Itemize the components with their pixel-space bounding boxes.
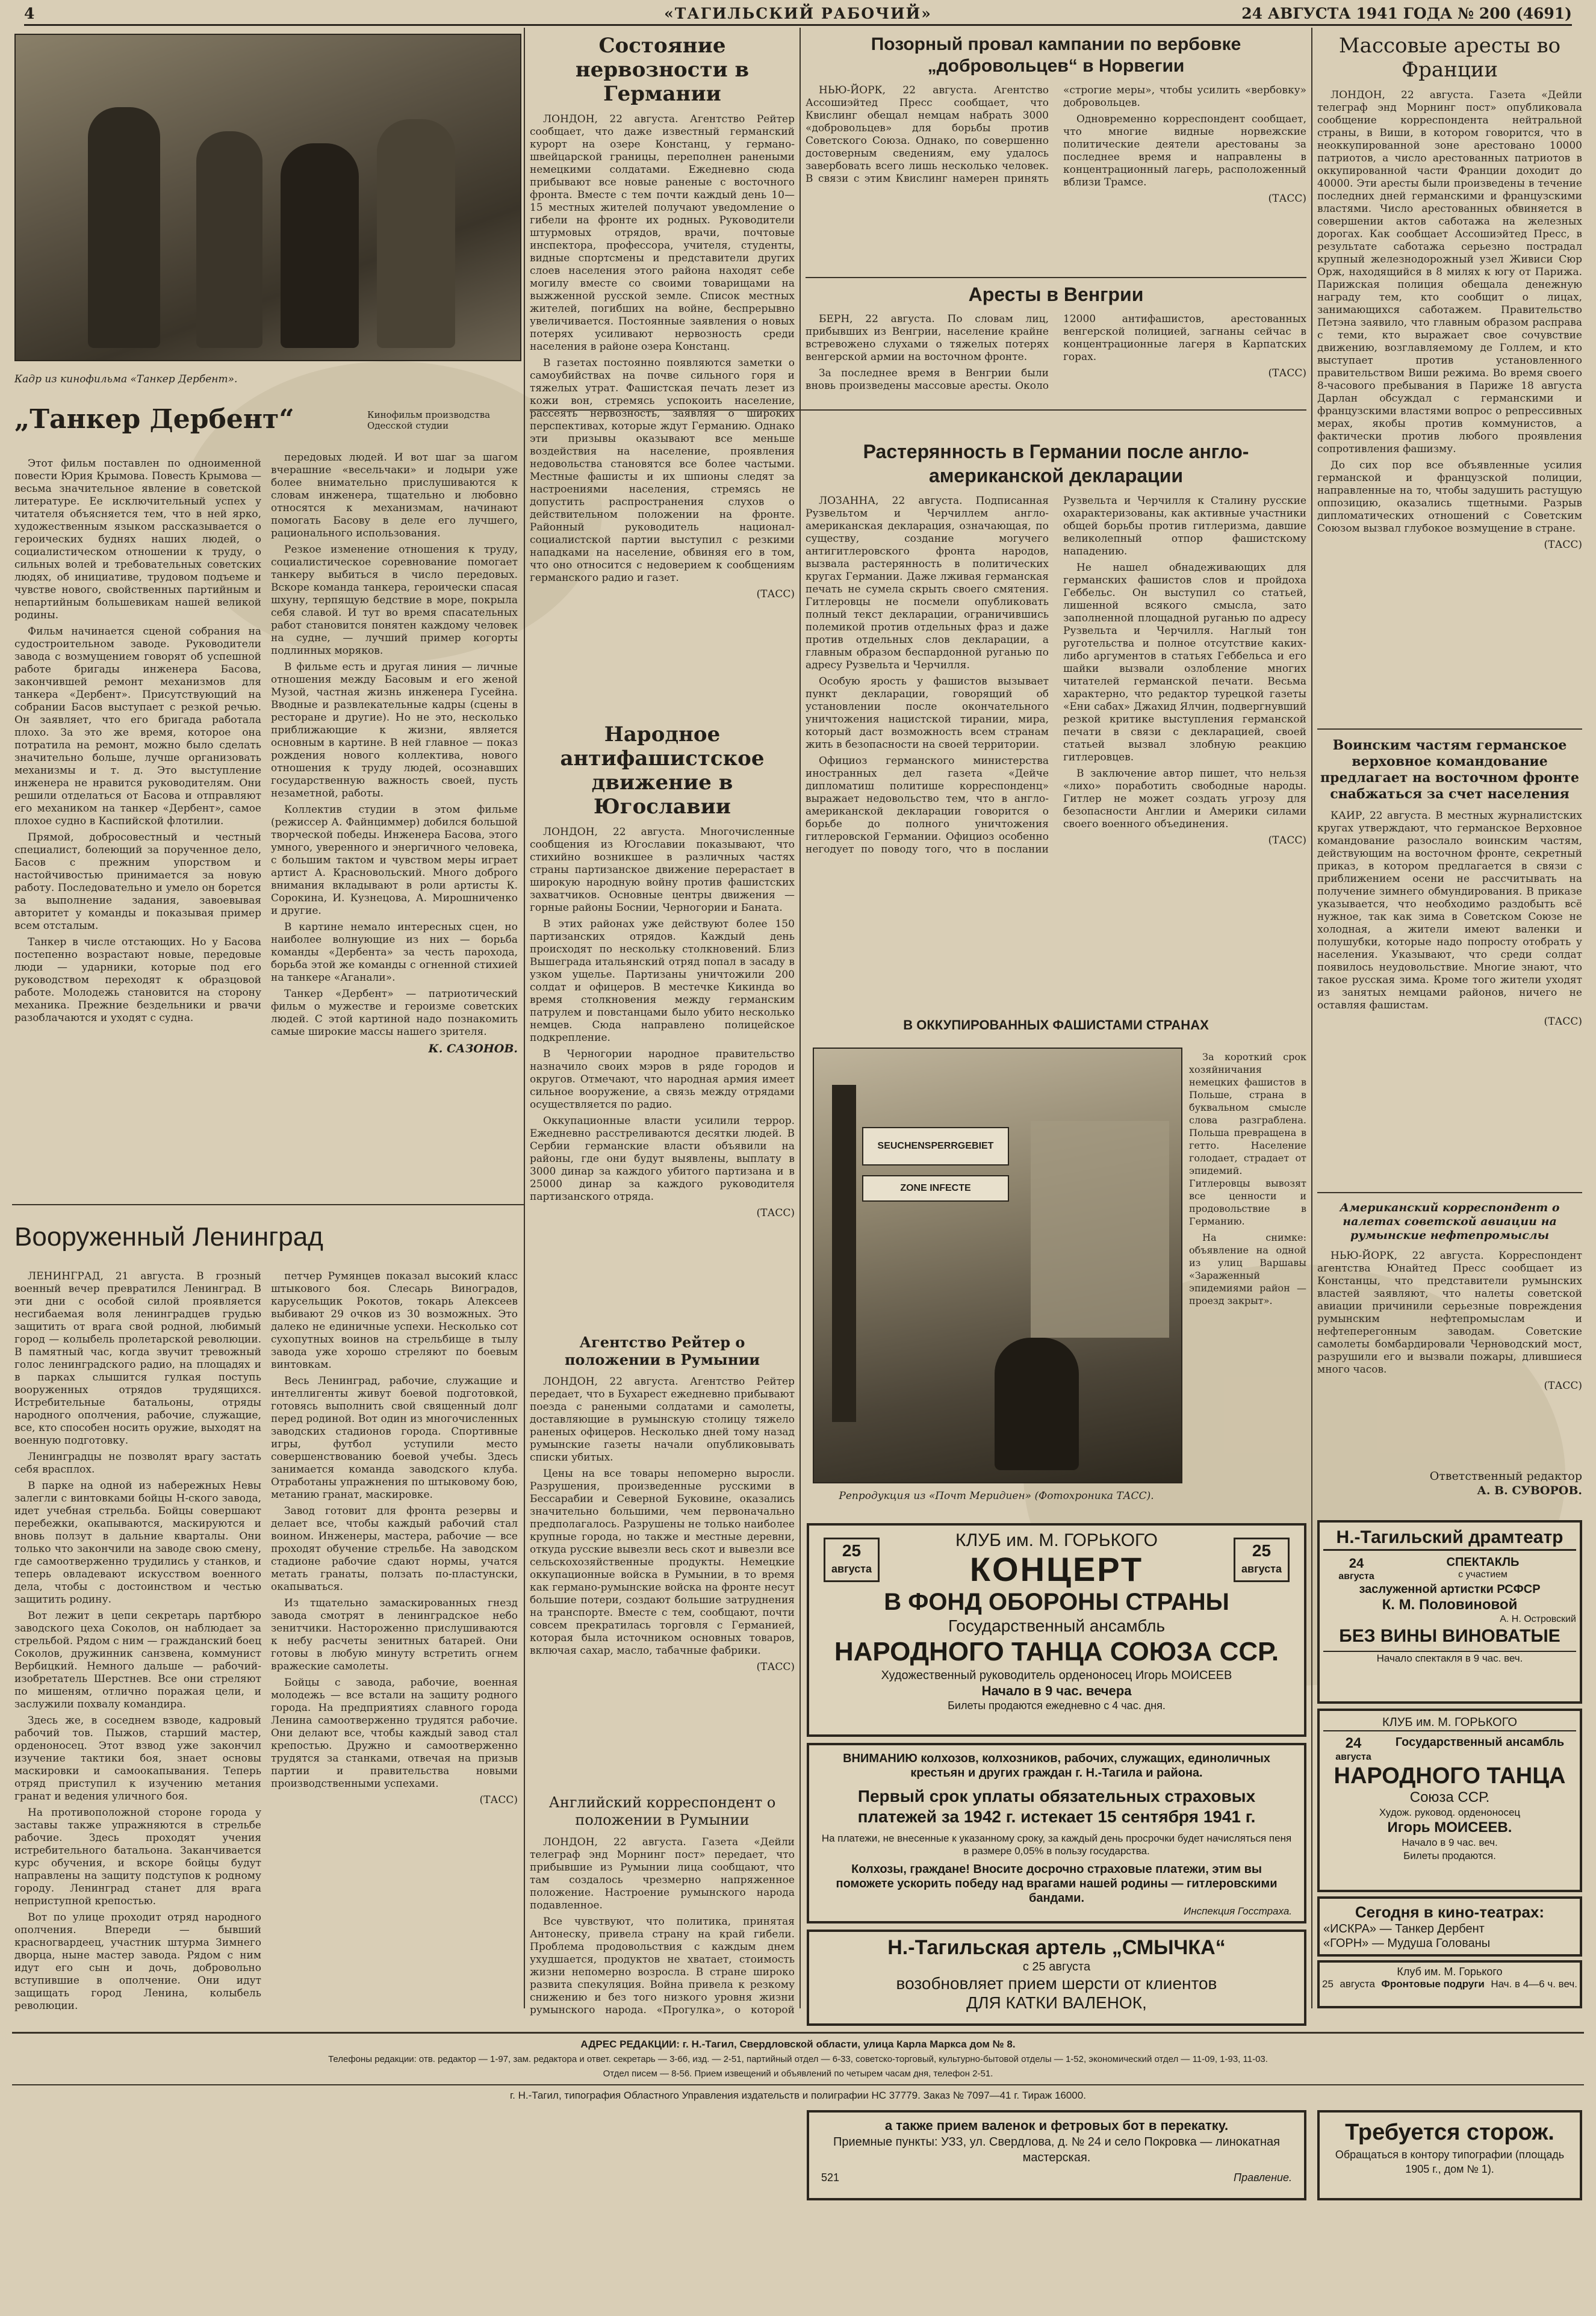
article-paragraph: ЛОЗАННА, 22 августа. Подписанная Рузвельтом и Черчиллем англо-американская декларация, означающая, по существу, создание могучего антигитлеровского фронта народов, вызвала растерянность в политических кругах Германии. Даже лживая германская печать не сумела скрыть своего смятения. Гитлеровцы не посмели опубликовать полный текст декларации, ограничившись полемикой против отдельных фраз и даже против отдельных слов декларации, а главным образом беспардонной руганью по адресу Рузвельта и Черчилля. [806,495,1049,671]
club-line: Клуб им. М. Горького [1397,1966,1503,1978]
article-paragraph: Из тщательно замаскированных гнезд завода смотрят в ленинградское небо зенитчики. Настороженно прислушиваются к небу расчеты зенитных батарей. Они готовы в любую минуту встретить огнем вражеские самолеты. [271,1597,518,1672]
headline-text: Вооруженный Ленинград [14,1222,323,1252]
artel-board: Правление. [1234,2172,1292,2184]
appeal-line: Колхозы, граждане! Вносите досрочно страховые платежи, этим вы поможете ускорить победу над врагами нашей родины — гитлеровскими бандами. [836,1863,1278,1905]
france-article [1317,34,1582,720]
start-time: Начало в 9 час. вечера [981,1683,1132,1698]
tanker-article-left [14,458,261,1192]
article-paragraph: Оккупационные власти усилили террор. Ежедневно расстреливаются десятки людей. В Сербии германские власти объявили на районы, где они будут выявлены, выплату в 3000 динар за каждого убитого партизана и в 25000 динар за каждого руководителя партизанского отряда. [530,1115,795,1203]
article-paragraph: НЬЮ-ЙОРК, 22 августа. Корреспондент агентства Юнайтед Пресс сообщает из Констанцы, что представители румынских властей заявляют, что налеты советской авиации причинили серьезные повреждения румынским нефтепромыслам и нефтеперегонным заводам. Советские самолеты бомбардировали Черноводский мост, разрушили его и вызвали пожары, длившиеся много часов. [1317,1250,1582,1376]
date-box-left [824,1538,880,1582]
tass-credit: (ТАСС) [1544,1380,1582,1392]
quarantine-sign: SEUCHENSPERRGEBIET [862,1127,1009,1166]
with-label: с участием [1458,1569,1508,1580]
insurance-ad [807,1743,1306,1923]
article-paragraph: Фильм начинается сценой собрания на судостроительном заводе. Руководители завода с возмущением говорят об успешной работе бригады инженера Басова, закончившей ремонт механизмов для танкера «Дербент». Присутствующий на собрании Басов выступает с резкой речью. Он заявляет, что его бригада работала плохо. За это же время, которое она потратила на ремонт, можно было сделать значительно больше, лучше организовать механизмы и т. д. Это выступление инженера не нравится руководителям. Они решили отделаться от Басова и отправляют его механиком на танкер «Дербент», самое плохое судно в Каспийской флотилии. [14,626,261,827]
editor-block [1317,1469,1582,1498]
state-ensemble: Государственный ансамбль [948,1616,1166,1635]
gorky-name: Игорь МОИСЕЕВ. [1387,1819,1512,1836]
hungary-article [806,283,1306,409]
article-headline: Позорный провал кампании по вербовке „добровольцев“ в Норвегии [871,34,1241,76]
article-paragraph: За последнее время в Венгрии были вновь произведены массовые аресты. Около 12000 антифашистов, арестованных венгерской полицией, загнаны сейчас в концентрационные лагеря в Карпатских горах. [806,313,1306,392]
confusion-body [806,495,1306,856]
page-number: 4 [24,5,35,22]
penalty-line: На платежи, не внесенные к указанному сроку, за каждый день просрочки будет начисляться пеня в размере 0,05% в пользу государства. [821,1833,1292,1857]
section-rule [806,277,1306,278]
english-romania-article [530,1794,795,2017]
article-paragraph: За короткий срок хозяйничания немецких фашистов в Польше, страна в буквальном смысле слова разграблена. Польша превращена в гетто. Население голодает, страдает от эпидемий. Гитлеровцы вывозят все ценности и продовольствие в Германию. [1189,1051,1306,1227]
fund-line: В ФОНД ОБОРОНЫ СТРАНЫ [884,1589,1229,1615]
article-paragraph: В заключение автор пишет, что нельзя «лихо» поработить свободные народы. Гитлер не может создать угрозу для безопасности Англии и Америки силами своего военного объединения. [1063,768,1306,830]
tass-credit: (ТАСС) [756,1207,795,1219]
artel-line3: а также прием валенок и фетровых бот в перекатку. [884,2118,1229,2133]
watchman-title: Требуется сторож. [1345,2120,1554,2145]
article-paragraph: На снимке: объявление на одной из улиц Варшавы «Зараженный эпидемиями район — проезд закрыт». [1189,1232,1306,1306]
article-paragraph: Все чувствуют, что политика, принятая Антонеску, привела страну на край гибели. Проблема продовольствия с каждым днем ухудшается, продуктов не хватает, стоимость жизни непомерно возросла. В стране широко развита спекуляция. Война привела к резкому снижению и без того низкого уровня жизни румынского народа. «Прогулка», о которой [530,1916,795,2016]
club-name: КЛУБ им. М. ГОРЬКОГО [955,1530,1158,1550]
footer-rule [12,2032,1584,2034]
date-month: августа [1335,1752,1371,1762]
article-headline: Состояние нервозности в Германии [575,34,750,106]
smychka-ad-details [807,2110,1306,2200]
footer-letters: Отдел писем — 8-56. Прием извещений и объявлений по четырем часам дня, телефон 2-51. [603,2069,993,2079]
ensemble-name: НАРОДНОГО ТАНЦА СОЮЗА ССР. [834,1637,1279,1666]
article-paragraph: Коллектив студии в этом фильме (режиссер А. Файнциммер) добился большой творческой победы. Инженера Басова, этого умного, уверенного и энергичного человека, с большим тактом и чувством меры играет артист А. Красновольский. Много доброго внимания вкладывают в роли артисты К. Сорокина, И. Кузнецова, А. Мирошниченко и другие. [271,804,518,917]
norway-body [806,84,1306,205]
artel-number: 521 [821,2172,840,2184]
nervousness-article [530,34,795,714]
editor-label: Ответственный редактор [1429,1470,1582,1483]
column-rule [524,28,525,2008]
article-paragraph: В картине немало интересных сцен, но наиболее волнующие из них — борьба команды «Дербента» за честь парохода, борьба этой же команды с огненной стихией на танкере «Аганали». [271,921,518,984]
article-paragraph: В газетах постоянно появляются заметки о самоубийствах на почве сильного горя и тяжелых утрат. Фашистская печать лезет из кожи вон, стремясь успокоить население, рассеять нервозность, заявляя о широких перспективах, которые ждут Германию. Однако эти призывы оказывают все меньше воздействия на население, проявления недовольства становятся все более частыми. Местные фашисты и их шпионы следят за настроениями населения, стремясь не допустить распространения слухов о действительном положении на фронте. Районный руководитель национал-социалистской партии выступил с резкими нападками на население, обвиняя его в том, что оно относится с недоверием к сообщениям германского радио и газет. [530,357,795,584]
figure-silhouette [995,1338,1079,1470]
cinema-title: Сегодня в кино-театрах: [1355,1903,1545,1921]
deadline-line: Первый срок уплаты обязательных страховых платежей за 1942 г. истекает 15 сентября 1941 г. [857,1787,1256,1826]
article-paragraph: ЛОНДОН, 22 августа. Агентство Рейтер передает, что в Бухарест ежедневно прибывают поезда с ранеными солдатами и самолеты, доставляющие в румынскую столицу тяжело раненых офицеров. Несколько дней тому назад румынские газеты начали опубликовывать списки убитых. [530,1376,795,1464]
artel-title: Н.-Тагильская артель „СМЫЧКА“ [887,1936,1226,1959]
date-day: 25 [842,1541,862,1560]
artel-footer [821,2172,1292,2184]
article-headline: Английский корреспондент о положении в Румынии [548,1794,776,1828]
figure-silhouette [196,131,262,348]
tass-credit: (ТАСС) [1268,367,1306,379]
quarantine-sign-fr: ZONE INFECTE [862,1175,1009,1202]
issue-date: 24 АВГУСТА 1941 ГОДА № 200 (4691) [1241,5,1572,22]
article-headline: Аресты в Венгрии [968,284,1144,305]
article-paragraph: Этот фильм поставлен по одноименной повести Юрия Крымова. Повесть Крымова — весьма значительное явление в советской литературе. Ее исключительный успех у читателя объясняется тем, что в ней ярко, художественным языком рассказывается о героических буднях наших людей, о социалистическом отношении к труду, о сильных волей и требовательных советских людях, об инициативе, трудовом подъеме и чувстве нового, свойственных партийным и непартийным большевикам нашей великой родины. [14,458,261,621]
article-paragraph: ЛЕНИНГРАД, 21 августа. В грозный военный вечер превратился Ленинград. В эти дни с особой силой проявляется несгибаемая воля ленинградцев грудью защитить от врага свой родной, любимый город — колыбель пролетарской революции. В памятный час, когда звучит тревожный голос ленинградского радио, на площадях и в парках слышится гулкая поступь вооруженных отрядов трудящихся. Истребительные батальоны, отряды народного ополчения, рабочие, служащие, все, кто способен носить оружие, выходят на военную подготовку. [14,1270,261,1447]
gorky-state [1383,1735,1576,1763]
play-start: Начало спектакля в 9 час. веч. [1323,1651,1576,1665]
article-paragraph: ЛОНДОН, 22 августа. Агентство Рейтер сообщает, что даже известный германский курорт на озере Констанц, у германо-швейцарской границы, переполнен ранеными немецкими солдатами. Ежедневно сюда прибывают все новые раненые с восточного фронта. Вместе с тем почти каждый день 10—15 местных жителей получают уведомление о гибели на фронте их родных. Руководители штурмовых отрядов, врачи, почтовые инспектора, профессора, учителя, студенты, видные спортсмены и представители других слоев населения этого района находят себе могилу вместе со своими товарищами на выжженной русской земле. Список местных жителей, погибших на войне, беспрерывно увеличивается. Постоянные заявления о новых потерях усиливают нервозность среди населения в районе озера Констанц. [530,113,795,353]
gorky-director: Худож. руковод. орденоносец [1379,1807,1521,1818]
article-paragraph: КАИР, 22 августа. В местных журналистских кругах утверждают, что германское Верховное командование разослало воинским частям, действующим на восточном фронте, секретный приказ, в котором предлагается в связи с приближением осени не рассчитывать на получение зимнего обмундирования. В приказе указывается, что необходимо раздобыть всё нужное, так как зима в Советском Союзе не холодная, а жители имеют валенки и полушубки, которые надо попросту отобрать у населения. Указывают, что среди солдат появилось неудовольствие. Многие знают, что такое русская зима. Кроме того жители уходят из занятых немцами районов, ничего не оставляя фашистам. [1317,810,1582,1011]
photo-caption: Репродукция из «Почт Меридиен» (Фотохроника ТАСС). [839,1490,1154,1502]
article-paragraph: НЬЮ-ЙОРК, 22 августа. Агентство Ассошиэйтед Пресс сообщает, что Квислинг обещал немцам набрать 3000 «добровольцев» для борьбы против Советского Союза. Однако, по совершенно достоверным сведениям, ему удалось завербовать всего лишь несколько человек. В связи с этим Квислинг намерен принять «строгие меры», чтобы усилить «вербовку» добровольцев. [806,84,1306,185]
artel-points: Приемные пункты: УЗЗ, ул. Свердлова, д. № 24 и село Покровка — линокатная мастерская. [833,2135,1280,2164]
date-month: августа [1340,1978,1375,1990]
tass-credit: (ТАСС) [756,588,795,600]
footer-address: АДРЕС РЕДАКЦИИ: г. Н.-Тагил, Свердловской области, улица Карла Маркса дом № 8. [580,2038,1016,2050]
smychka-ad [807,1929,1306,2026]
article-paragraph: В парке на одной из набережных Невы залегли с винтовками бойцы Н-ского завода, идет учебная стрельба. Бойцы совершают перебежки, окапываются, маскируются и вновь ползут в дальние кварталы. Они только что закончили на заводе свою смену, где самоотверженно трудились у станков, и теперь овладевают искусством военного дела, чтобы с достоинством и честью защитить родину. [14,1480,261,1606]
article-paragraph: Особую ярость у фашистов вызывает пункт декларации, говорящий об установлении после окончательного уничтожения нацистской тирании, мира, который даст возможность всем странам жить в безопасности на своей территории. [806,675,1049,751]
article-paragraph: До сих пор все объявленные усилия германской и французской полиции, направленные на то, чтобы задушить растущую оппозицию, оказались тщетными. Разрыв дипломатических отношений с Советским Союзом вызвал глубокое возмущение в стране. [1317,459,1582,535]
date-day: 25 [1322,1978,1334,1990]
play-author: А. Н. Островский [1500,1614,1576,1624]
photo-caption: Кадр из кинофильма «Танкер Дербент». [14,373,238,385]
article-paragraph: Прямой, добросовестный и честный специалист, болеющий за порученное дело, Басов с прежним упорством и настойчивостью принимается за новую работу. Последовательно и умело он борется за выполнение задания, завоевывая авторитет у команды и показывая пример всем отсталым. [14,831,261,932]
article-paragraph: Официоз германского министерства иностранных дел газета «Дейче дипломатиш политише корреспонденц» выражает недовольство тем, что в англо-американской декларации говорится о борьбе до полного уничтожения гитлеровской Германии. Официоз особенно негодует по поводу того, что в послании Рузвельта и Черчилля к Сталину русские охарактеризованы, как активные участники общей борьбы против гитлеризма, давшие великолепный отпор фашистскому нападению. [806,495,1306,855]
tanker-article-right [271,452,518,1192]
article-paragraph: Ленинградцы не позволят врагу застать себя врасплох. [14,1451,261,1476]
article-paragraph: Танкер в числе отстающих. Но у Басова постепенно возрастают новые, передовые люди — ударники, которые под его руководством переходят к образцовой работе. Молодежь становится на сторону механика. Прежние бездельники и рвачи разоблачаются и уходят с судна. [14,936,261,1024]
figure-silhouette [281,143,359,348]
article-paragraph [14,2016,261,2017]
tickets-line: Билеты продаются ежедневно с 4 час. дня. [948,1700,1166,1712]
theatre-body [1323,1556,1576,1582]
article-headline: Воинским частям германское верховное командование предлагает на восточном фронте снабжаться за счет населения [1320,737,1579,802]
tass-credit: (ТАСС) [1544,1016,1582,1028]
section-rule [1317,728,1582,730]
article-paragraph: ЛОНДОН, 22 августа. Газета «Дейли телеграф энд Морнинг пост» опубликовала сообщение корреспондента нейтральной страны, в Виши, в котором говорится, что в неоккупированной зоне арестовано 10000 патриотов, а число арестованных патриотов в оккупированной части Франции доходит до 40000. Эти аресты были произведены в течение последних дней германскими и французскими властями. Число арестованных обвиняется в совершении актов саботажа на железных дорогах. Как сообщает Ассошиэйтед Пресс, в результате саботажа серьезно пострадал крупный железнодорожный узел Живиси Сюр Орж, находящийся в 8 милях к югу от Парижа. Парижская полиция обещала денежную награду тем, кто сообщит о лицах, занимающихся саботажем. Правительство Петэна заявило, что главным образом расправа с теми, кто выражает свое сочувствие движению, возглавляемому де Голлем, и кто выступает против установленного правительством Виши режима. Во время своего 8-часового пребывания в Париже 18 августа Дарлан обсуждал с германскими и французскими властями вопрос о репрессивных мерах, якобы против коммунистов, а фактически против любого проявления сопротивления фашизму. [1317,89,1582,455]
article-paragraph: Здесь же, в соседнем взводе, кадровый рабочий тов. Пыжов, старший мастер, орденоносец. Этот взвод уже закончил изучение тактики боя, знает основы маскировки и самоокапывания. Теперь отряд приступил к изучению метания гранат и ведения уличного боя. [14,1715,261,1802]
article-paragraph: БЕРН, 22 августа. По словам лиц, прибывших из Венгрии, население крайне встревожено слухами о тяжелых потерях венгерской армии на восточном фронте. [806,313,1049,363]
reuter-romania-article [530,1333,795,1731]
play-title: БЕЗ ВИНЫ ВИНОВАТЫЕ [1339,1626,1560,1646]
article-paragraph: Вот по улице проходит отряд народного ополчения. Впереди — бывший красногвардеец, участник штурма Зимнего дворца, ныне мастер завода. Рядом с ним идут его сын и дочь, добровольно вступившие в ополчение. Они идут защищать город Ленина, колыбель революции. [14,1911,261,2012]
article-paragraph: передовых людей. И вот шаг за шагом вчерашние «весельчаки» и лодыри уже более внимательно прислушиваются к словам инженера, тщательно и любовно относятся к механизмам, начинают помогать Басову в деле его лучшего, рационального использования. [271,452,518,539]
leningrad-article-right [271,1270,518,2017]
attention-line: ВНИМАНИЮ колхозов, колхозников, рабочих, служащих, единоличных крестьян и других граждан г. Н.-Тагила и района. [843,1752,1270,1780]
article-paragraph: Не нашел обнадеживающих для германских фашистов слов и пройдоха Геббельс. Он выступил со статьей, лишенной всякого смысла, зато заполненной площадной руганью по адресу Рузвельта и Черчилля. Наглый тон руготельства и полное отсутствие каких-либо аргументов в статьях Геббельса и его шайки вызвали озлобление многих читателей германской печати. Весьма характерно, что редактор турецкой газеты «Ени сабах» Джахид Ялчин, подвергнувший резкой критике выступления германской печати в связи с декларацией, своей статьей вызвал злобную реакцию гитлеровцев. [1063,562,1306,763]
yugoslavia-article [530,722,795,1300]
date-month: августа [1241,1563,1282,1575]
show-label: СПЕКТАКЛЬ [1446,1556,1520,1569]
event-title: Фронтовые подруги [1381,1978,1485,1990]
article-paragraph: В фильме есть и другая линия — личные отношения между Басовым и его женой Музой, частная жизнь инженера Гусейна. Вводные и развлекательные кадры (сцены в ресторане и другие). Но не это, несколько приближающие к жизни, является основным в картине. В ней главное — показ рождения нового коллектива, нового отношения к труду людей, осознавших государственную важность своей, пусть незаметной, работы. [271,661,518,799]
occupied-headline: В ОККУПИРОВАННЫХ ФАШИСТАМИ СТРАНАХ [903,1017,1209,1032]
article-paragraph: В этих районах уже действуют более 150 партизанских отрядов. Каждый день происходят по нескольку столкновений. Близ Вышеграда итальянский отряд попал в засаду в узком ущелье. Партизаны уничтожили 200 солдат и офицеров. В местечке Кикинда во время столкновения между германским патрулем и повстанцами было убито несколько немцев. Сюда направлено полицейское подкрепление. [530,918,795,1044]
article-paragraph: Вот лежит в цепи секретарь партбюро заводского цеха Соколов, он наблюдает за стрельбой. Рядом с ним — гражданский боец Соколов, дружинник санзвена, коммунист Вербицкий. Немного дальше — рабочий-изобретатель Шерстнев. Все они стреляют по мишеням, отлично поражая цели, и заслужили похвалу командира. [14,1610,261,1710]
date-month: августа [1338,1571,1374,1582]
article-headline: Американский корреспондент о налетах советской авиации на румынские нефтепромыслы [1340,1201,1560,1242]
gorky-tickets: Билеты продаются. [1403,1850,1496,1861]
building-silhouette [1031,1121,1169,1338]
artist-name: К. М. Половиновой [1382,1597,1518,1613]
director-line: Художественный руководитель орденоносец Игорь МОИСЕЕВ [881,1669,1232,1682]
article-paragraph: ЛОНДОН, 22 августа. Газета «Дейли телеграф энд Морнинг пост» передает, что прибывшие из Румынии лица сообщают, что там создалось чрезмерно напряженное положение. Настроение румынского народа подавленное. [530,1836,795,1911]
concert-ad [807,1523,1306,1737]
article-paragraph: Танкер «Дербент» — патриотический фильм о мужестве и героизме советских людей. С этой картиной надо познакомить самые широкие массы нашего зрителя. [271,988,518,1038]
confusion-article [806,439,1306,999]
article-paragraph: Бойцы с завода, рабочие, военная молодежь — все встали на защиту родного города. На предприятиях славного города Ленина самоотверженно трудятся рабочие. Они делают все, чтобы каждый завод стал крепостью. Дружно и самоотверженно трудятся за станками, отвечая на призыв партии и правительства новыми производственными успехами. [271,1677,518,1790]
date-day: 25 [1252,1541,1272,1560]
article-paragraph: ЛОНДОН, 22 августа. Многочисленные сообщения из Югославии показывают, что стихийно возникшее в различных частях страны партизанское движение перерастает в широкую народную войну против фашистских захватчиков. Основные центры движения — горные районы Боснии, Черногории и Баната. [530,826,795,914]
club-dance-row [1322,1978,1577,1990]
gorky-body [1323,1735,1576,1763]
date-day: 24 [1349,1556,1364,1571]
insurance-sign: Инспекция Госстраха. [1184,1905,1292,1917]
article-paragraph: Одновременно корреспондент сообщает, что многие видные норвежские политические деятели арестованы за последнее время и направлены в концентрационный лагерь, расположенный вблизи Трамсе. [1063,113,1306,188]
artel-line2: ДЛЯ КАТКИ ВАЛЕНОК, [966,1993,1147,2012]
tass-credit: (ТАСС) [756,1661,795,1673]
tass-credit: (ТАСС) [1268,834,1306,846]
tanker-headline [14,405,364,442]
date-day: 24 [1345,1735,1362,1751]
newspaper-title: «ТАГИЛЬСКИЙ РАБОЧИЙ» [664,5,932,22]
occupied-side-text [1189,1051,1306,1496]
tass-credit: (ТАСС) [479,1794,518,1806]
figure-silhouette [377,119,455,348]
article-headline: Массовые аресты во Франции [1338,34,1561,82]
winter-article [1317,737,1582,1189]
author-signature: К. САЗОНОВ. [428,1042,518,1055]
article-paragraph: Цены на все товары непомерно выросли. Разрушения, произведенные русскими в Бессарабии и Северной Буковине, оказались значительно большими, чем первоначально предполагалось. Разрушены не только наиболее крупные города, но также и местные деревни, откуда русские вывезли весь скот и вывезли все сельскохозяйственные продукты. Немецкие оккупационные войска в Румынии, в то время как германо-румынские войска на фронте несут большие потери, создают большие затруднения на транспорте. Вместе с тем, сообщают, почти совсем прекратилась торговля с Германией, которая была источником основных товаров, включая сахар, масло, табачные фабрики. [530,1468,795,1657]
masthead [24,4,1572,26]
watchman-ad [1317,2110,1582,2200]
article-paragraph: В Черногории народное правительство назначило своих мэров в ряде городов и округов. Отмечают, что народная армия имеет сильное вооружение, а связь между отрядами осуществляется по радио. [530,1048,795,1111]
gorky-title: НАРОДНОГО ТАНЦА [1334,1763,1566,1789]
article-paragraph: петчер Румянцев показал высокий класс штыкового боя. Слесарь Виноградов, карусельщик Рокотов, токарь Алексеев выбивают 29 очков из 30 возможных. Это далеко не единичные успехи. Несколько сот сухопутных воинов на стрельбище в тылу завода уже хорошо стреляют по боевым винтовкам. [271,1270,518,1371]
artel-line1: возобновляет прием шерсти от клиентов [896,1974,1217,1993]
cinema-line: «ГОРН» — Мудуша Голованы [1323,1937,1491,1950]
section-rule [1317,1192,1582,1193]
theatre-ad [1317,1520,1582,1704]
column-rule [1311,28,1312,2008]
artel-since: с 25 августа [1022,1960,1091,1973]
section-rule [12,1204,524,1205]
pole-silhouette [832,1085,856,1422]
gorky-club: КЛУБ им. М. ГОРЬКОГО [1323,1715,1576,1731]
studio-note: Кинофильм производства Одесской студии [367,409,491,431]
figure-silhouette [88,107,160,348]
theatre-date [1323,1556,1390,1582]
date-box-right [1234,1538,1290,1582]
article-paragraph: Завод готовит для фронта резервы и делает все, чтобы каждый рабочий стал воином. Инженеры, мастера, рабочие — все проходят обучение стрельбе. На заводском стадионе рабочие сдают нормы, учатся метать гранаты, ползать по-пластунски, окапываться. [271,1505,518,1593]
club-dance-ad [1317,1960,1582,2008]
hungary-body [806,313,1306,393]
film-still-photo [14,34,521,361]
theatre-details [1390,1556,1576,1582]
article-headline: Растерянность в Германии после англо-американской декларации [863,441,1249,486]
article-paragraph: Резкое изменение отношения к труду, социалистическое соревнование помогает танкеру выбиться в число передовых. Вскоре команда танкера, героически спасая шхуну, терпящую бедствие в море, покрыла себя славой. И тут во время спасательных работ становится понятен каждому человек на судне, — лучший пример когорты подлинных моряков. [271,544,518,657]
watchman-contact: Обращаться в контору типографии (площадь 1905 г., дом № 1). [1335,2149,1565,2175]
date-month: августа [831,1563,872,1575]
article-headline: Агентство Рейтер о положении в Румынии [564,1333,760,1368]
tass-credit: (ТАСС) [1268,193,1306,205]
event-start: Нач. в 4—6 ч. веч. [1491,1978,1577,1990]
footer-phones: Телефоны редакции: отв. редактор — 1-97, зам. редактора и ответ. секретарь — 3-66, изд. — 2-51, партийный отдел — 6-33, советско-торговый, культурно-бытовой отделы — 1-52, экономический отдел — 11-09, 1-93, 11-03. [328,2054,1268,2064]
editor-name: А. В. СУВОРОВ. [1477,1484,1582,1497]
footer-rule [12,2084,1584,2085]
gorky-union: Союза ССР. [1409,1789,1490,1805]
tass-credit: (ТАСС) [1544,539,1582,551]
concert-title: КОНЦЕРТ [969,1550,1144,1588]
leningrad-headline [14,1222,520,1259]
cinema-ad [1317,1896,1582,1957]
article-paragraph: Весь Ленинград, рабочие, служащие и интеллигенты живут боевой подготовкой, готовясь выполнить свой священный долг перед родиной. Вот один из многочисленных заводских стадионов города. Спортивные игры, футбол уступили место совершенствованию боевой учебы. Здесь занимается команда заводского клуба. Отработаны упражнения по штыковому бою, метанию гранат, маскировке. [271,1375,518,1501]
article-headline: Народное антифашистское движение в Югославии [560,722,765,819]
article-paragraph: На противоположной стороне города у заставы также упражняются в стрельбе рабочие. Здесь проходят учения истребительного батальона. Заканчивается курс обучения, и вскоре бойцы будут направлены на защиту подступов к родному городу. Ленинград станет для врага неприступной крепостью. [14,1807,261,1907]
artist-title: заслуженной артистки РСФСР [1359,1583,1541,1596]
headline-text: „Танкер Дербент“ [14,404,294,435]
cinema-line: «ИСКРА» — Танкер Дербент [1323,1922,1485,1936]
footer-printer: г. Н.-Тагил, типография Областного Управления издательств и полиграфии НС 37779. Заказ № 7097—41 г. Тираж 16000. [510,2090,1086,2101]
gorky-date [1323,1735,1383,1763]
gorky-start: Начало в 9 час. веч. [1402,1837,1498,1848]
theatre-title: Н.-Тагильский драмтеатр [1323,1526,1576,1551]
gorky-dance-ad [1317,1709,1582,1892]
leningrad-article-left [14,1270,261,2017]
warsaw-street-photo [813,1048,1182,1483]
column-rule [800,28,801,2008]
gorky-state-ensemble: Государственный ансамбль [1395,1736,1565,1749]
norway-article [806,34,1306,275]
aviation-article [1317,1201,1582,1454]
